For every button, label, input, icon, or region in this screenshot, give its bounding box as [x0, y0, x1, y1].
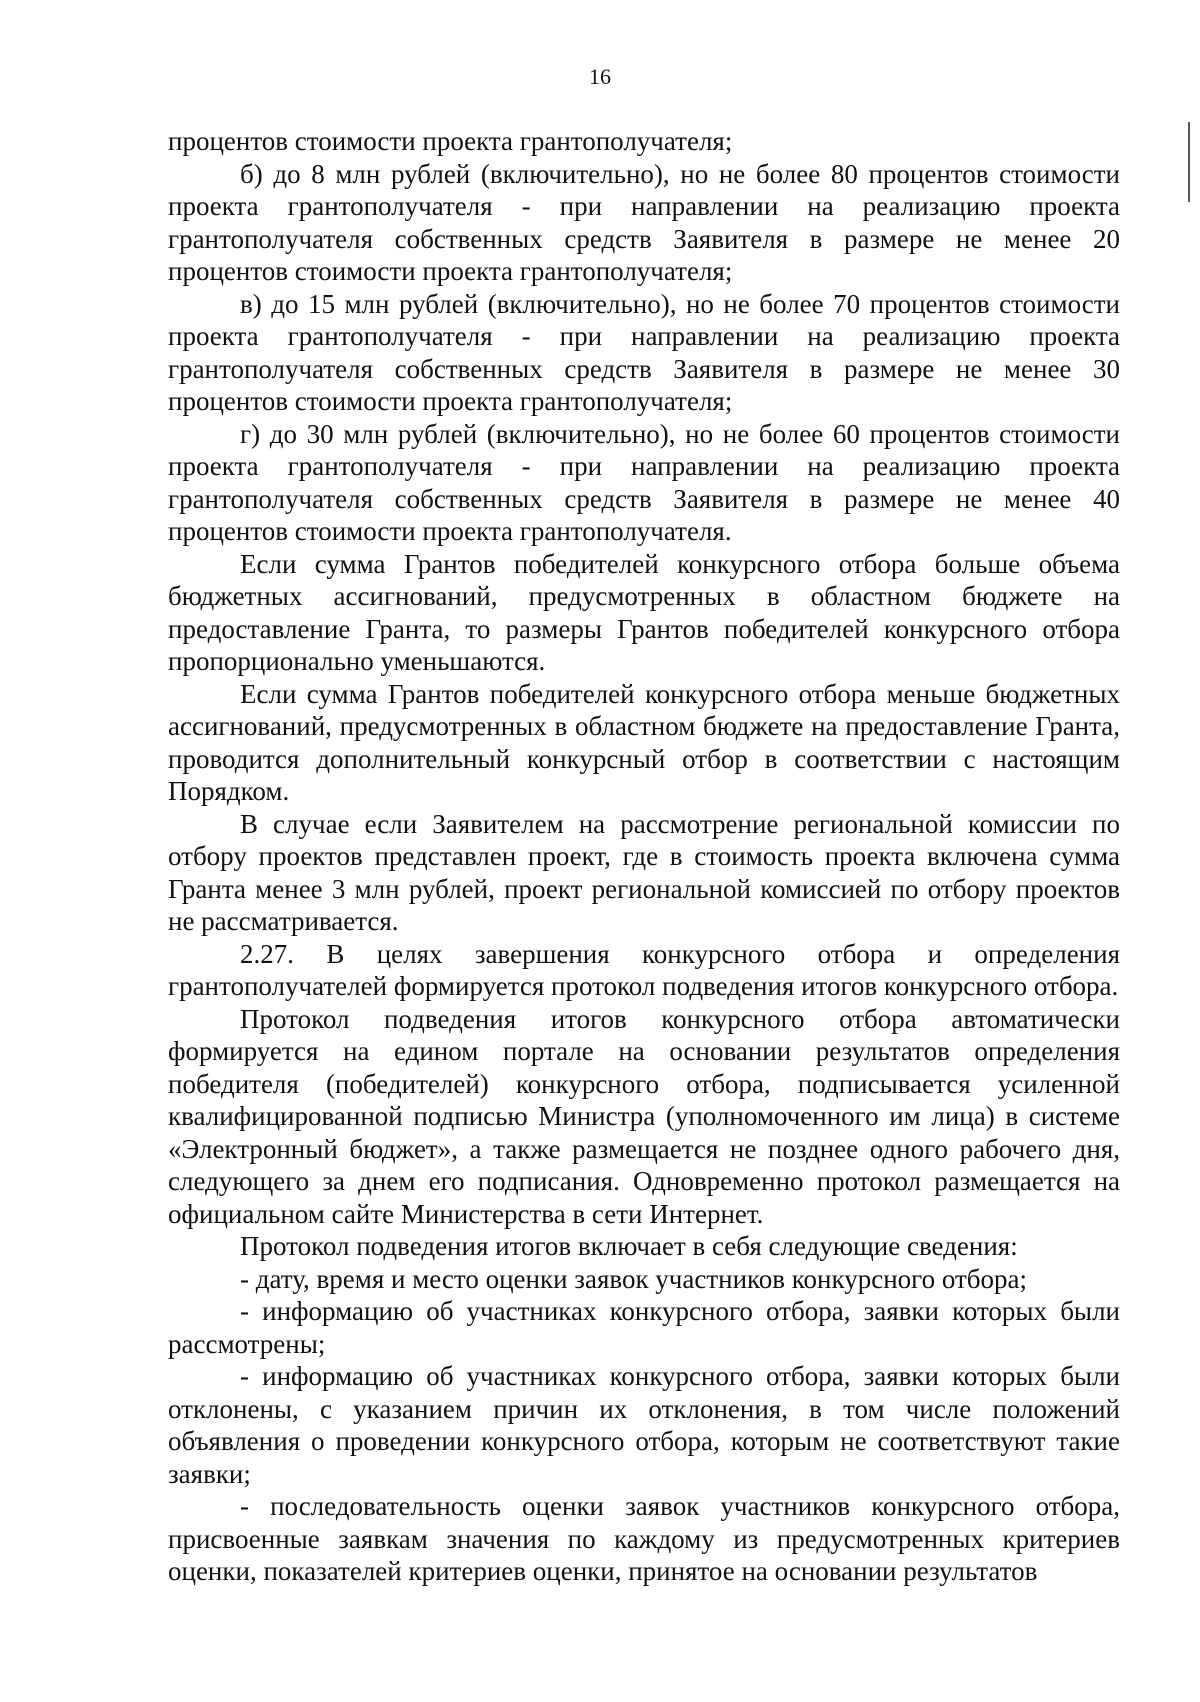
paragraph-continuation: процентов стоимости проекта грантополучателя;	[168, 126, 733, 156]
document-body	[168, 125, 1120, 1588]
paragraph-grants-less: Если сумма Грантов победителей конкурсного отбора меньше бюджетных ассигнований, предусмотренных в областном бюджете на предоставление Гранта, проводится дополнительный конкурсный отбор в соответствии с настоящим Порядком.	[168, 678, 1120, 806]
list-item-evaluation: - последовательность оценки заявок участников конкурсного отбора, присвоенные заявкам значения по каждому из предусмотренных критериев оценки, показателей критериев оценки, принятое на основании результатов	[168, 1491, 1120, 1586]
page-number: 16	[589, 64, 611, 89]
scan-edge-mark	[1188, 122, 1190, 202]
paragraph-protocol-contents: Протокол подведения итогов включает в себя следующие сведения:	[240, 1231, 1018, 1261]
paragraph-item-g: г) до 30 млн рублей (включительно), но не более 60 процентов стоимости проекта грантополучателя - при направлении на реализацию проекта грантополучателя собственных средств Заявителя в размере не менее 40 процентов стоимости проекта грантополучателя.	[168, 418, 1120, 546]
list-item-reviewed: - информацию об участниках конкурсного отбора, заявки которых были рассмотрены;	[168, 1296, 1120, 1359]
paragraph-item-b: б) до 8 млн рублей (включительно), но не более 80 процентов стоимости проекта грантополучателя - при направлении на реализацию проекта грантополучателя собственных средств Заявителя в размере не менее 20 процентов стоимости проекта грантополучателя;	[168, 158, 1120, 286]
paragraph-item-v: в) до 15 млн рублей (включительно), но не более 70 процентов стоимости проекта грантополучателя - при направлении на реализацию проекта грантополучателя собственных средств Заявителя в размере не менее 30 процентов стоимости проекта грантополучателя;	[168, 288, 1120, 416]
paragraph-min-grant: В случае если Заявителем на рассмотрение региональной комиссии по отбору проектов представлен проект, где в стоимость проекта включена сумма Гранта менее 3 млн рублей, проект региональной комиссией по отбору проектов не рассматривается.	[168, 808, 1120, 936]
paragraph-protocol-formation: Протокол подведения итогов конкурсного отбора автоматически формируется на едином портале на основании результатов определения победителя (победителей) конкурсного отбора, подписывается усиленной квалифицированной подписью Министра (уполномоченного им лица) в системе «Электронный бюджет», а также размещается не позднее одного рабочего дня, следующего за днем его подписания. Одновременно протокол размещается на официальном сайте Министерства в сети Интернет.	[168, 1003, 1120, 1229]
list-item-date: - дату, время и место оценки заявок участников конкурсного отбора;	[240, 1263, 1027, 1294]
list-item-rejected: - информацию об участниках конкурсного отбора, заявки которых были отклонены, с указанием причин их отклонения, в том числе положений объявления о проведении конкурсного отбора, которым не соответствуют такие заявки;	[168, 1361, 1120, 1489]
paragraph-grants-exceed: Если сумма Грантов победителей конкурсного отбора больше объема бюджетных ассигнований, предусмотренных в областном бюджете на предоставление Гранта, то размеры Грантов победителей конкурсного отбора пропорционально уменьшаются.	[168, 548, 1120, 676]
paragraph-section-2-27: 2.27. В целях завершения конкурсного отбора и определения грантополучателей формируется протокол подведения итогов конкурсного отбора.	[168, 938, 1120, 1001]
